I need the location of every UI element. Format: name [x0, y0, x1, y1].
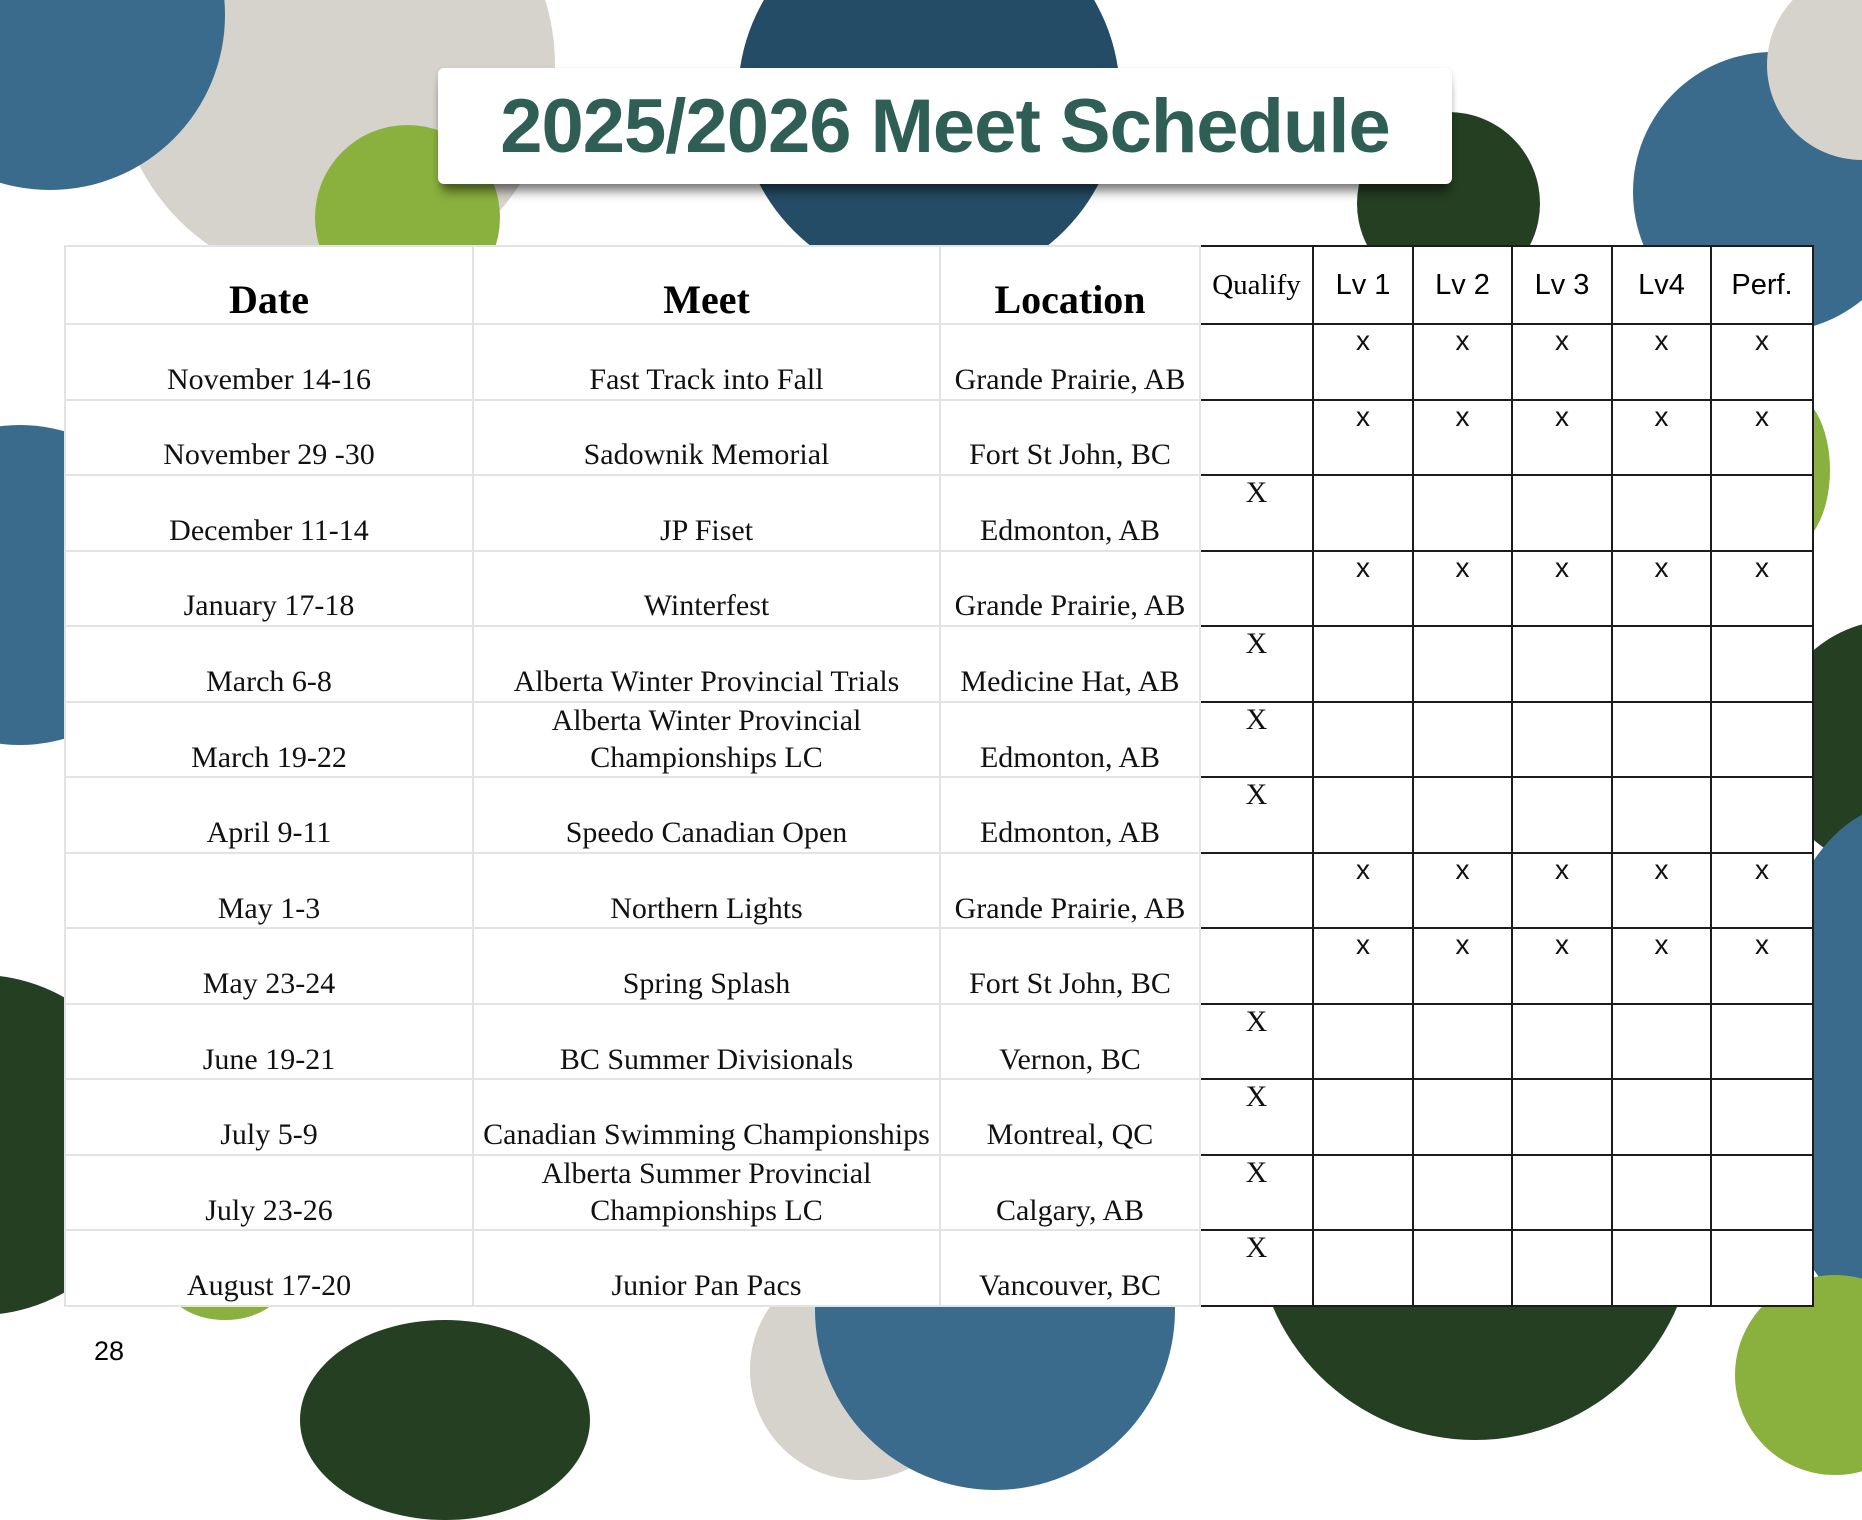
cell-perf	[1711, 1155, 1813, 1231]
table-row	[65, 1230, 1813, 1306]
cell-perf: x	[1711, 400, 1813, 476]
cell-date: June 19-21	[65, 1004, 473, 1080]
cell-lv4	[1612, 1230, 1711, 1306]
cell-date: November 14-16	[65, 324, 473, 400]
header-qualify: Qualify	[1200, 246, 1313, 324]
cell-perf: x	[1711, 324, 1813, 400]
cell-perf	[1711, 475, 1813, 551]
cell-lv4: x	[1612, 853, 1711, 929]
cell-lv4	[1612, 1004, 1711, 1080]
table-row	[65, 853, 1813, 929]
header-date: Date	[65, 246, 473, 324]
cell-perf: x	[1711, 928, 1813, 1004]
cell-perf	[1711, 626, 1813, 702]
cell-lv1	[1313, 1155, 1413, 1231]
meet-schedule-table	[64, 245, 1814, 1307]
cell-lv1	[1313, 475, 1413, 551]
table-row	[65, 1079, 1813, 1155]
cell-lv2: x	[1413, 400, 1512, 476]
cell-lv1	[1313, 777, 1413, 853]
cell-date: July 23-26	[65, 1155, 473, 1231]
decor-circle-forest-bottom	[300, 1320, 590, 1520]
table-row	[65, 702, 1813, 778]
cell-date: May 1-3	[65, 853, 473, 929]
header-location: Location	[940, 246, 1200, 324]
cell-lv3: x	[1512, 400, 1612, 476]
cell-qualify: X	[1200, 1155, 1313, 1231]
cell-perf	[1711, 1079, 1813, 1155]
cell-meet: Fast Track into Fall	[473, 324, 940, 400]
cell-location: Fort St John, BC	[940, 928, 1200, 1004]
table-row	[65, 551, 1813, 627]
cell-meet: Winterfest	[473, 551, 940, 627]
cell-qualify: X	[1200, 702, 1313, 778]
cell-lv1: x	[1313, 400, 1413, 476]
cell-perf	[1711, 1004, 1813, 1080]
cell-location: Edmonton, AB	[940, 475, 1200, 551]
cell-lv2	[1413, 1230, 1512, 1306]
cell-lv3	[1512, 777, 1612, 853]
cell-location: Fort St John, BC	[940, 400, 1200, 476]
cell-lv1	[1313, 702, 1413, 778]
cell-meet: Spring Splash	[473, 928, 940, 1004]
cell-qualify	[1200, 853, 1313, 929]
table-row	[65, 777, 1813, 853]
cell-perf	[1711, 702, 1813, 778]
header-meet: Meet	[473, 246, 940, 324]
cell-lv1: x	[1313, 324, 1413, 400]
cell-lv2	[1413, 626, 1512, 702]
cell-lv2: x	[1413, 324, 1512, 400]
cell-lv3: x	[1512, 928, 1612, 1004]
cell-lv3	[1512, 1155, 1612, 1231]
cell-location: Grande Prairie, AB	[940, 551, 1200, 627]
cell-date: August 17-20	[65, 1230, 473, 1306]
cell-lv4	[1612, 1155, 1711, 1231]
cell-lv2	[1413, 1155, 1512, 1231]
cell-meet: BC Summer Divisionals	[473, 1004, 940, 1080]
cell-qualify	[1200, 928, 1313, 1004]
cell-meet: Speedo Canadian Open	[473, 777, 940, 853]
cell-meet: Northern Lights	[473, 853, 940, 929]
header-lv3: Lv 3	[1512, 246, 1612, 324]
cell-meet: Canadian Swimming Championships	[473, 1079, 940, 1155]
cell-lv4: x	[1612, 324, 1711, 400]
header-perf: Perf.	[1711, 246, 1813, 324]
cell-perf	[1711, 777, 1813, 853]
cell-meet: Junior Pan Pacs	[473, 1230, 940, 1306]
header-lv2: Lv 2	[1413, 246, 1512, 324]
cell-lv1: x	[1313, 551, 1413, 627]
cell-lv1: x	[1313, 928, 1413, 1004]
cell-lv2: x	[1413, 853, 1512, 929]
cell-lv4	[1612, 1079, 1711, 1155]
header-lv1: Lv 1	[1313, 246, 1413, 324]
cell-lv2: x	[1413, 928, 1512, 1004]
page-title: 2025/2026 Meet Schedule	[500, 83, 1390, 169]
cell-location: Edmonton, AB	[940, 702, 1200, 778]
cell-perf: x	[1711, 551, 1813, 627]
table-row	[65, 1004, 1813, 1080]
cell-lv2: x	[1413, 551, 1512, 627]
cell-lv3	[1512, 1230, 1612, 1306]
cell-lv4	[1612, 702, 1711, 778]
cell-location: Vernon, BC	[940, 1004, 1200, 1080]
cell-date: January 17-18	[65, 551, 473, 627]
cell-lv2	[1413, 475, 1512, 551]
cell-date: March 6-8	[65, 626, 473, 702]
table-row	[65, 928, 1813, 1004]
cell-date: July 5-9	[65, 1079, 473, 1155]
cell-meet: JP Fiset	[473, 475, 940, 551]
cell-location: Vancouver, BC	[940, 1230, 1200, 1306]
cell-qualify	[1200, 551, 1313, 627]
cell-location: Montreal, QC	[940, 1079, 1200, 1155]
cell-qualify	[1200, 400, 1313, 476]
cell-lv4	[1612, 777, 1711, 853]
cell-lv1	[1313, 1004, 1413, 1080]
cell-lv1	[1313, 1079, 1413, 1155]
table-row	[65, 1155, 1813, 1231]
cell-lv4	[1612, 475, 1711, 551]
table-row	[65, 626, 1813, 702]
cell-date: April 9-11	[65, 777, 473, 853]
cell-lv1	[1313, 626, 1413, 702]
cell-lv2	[1413, 1079, 1512, 1155]
cell-perf: x	[1711, 853, 1813, 929]
cell-meet: Alberta Winter Provincial Championships LC	[473, 702, 940, 778]
cell-lv2	[1413, 702, 1512, 778]
cell-date: May 23-24	[65, 928, 473, 1004]
table-row	[65, 400, 1813, 476]
cell-lv4: x	[1612, 551, 1711, 627]
header-lv4: Lv4	[1612, 246, 1711, 324]
cell-lv3	[1512, 475, 1612, 551]
cell-qualify: X	[1200, 1079, 1313, 1155]
cell-qualify: X	[1200, 1230, 1313, 1306]
header-row	[65, 246, 1813, 324]
cell-location: Grande Prairie, AB	[940, 324, 1200, 400]
cell-lv1: x	[1313, 853, 1413, 929]
cell-location: Edmonton, AB	[940, 777, 1200, 853]
cell-lv3: x	[1512, 551, 1612, 627]
page-number: 28	[94, 1336, 125, 1366]
cell-lv2	[1413, 1004, 1512, 1080]
cell-meet: Alberta Summer Provincial Championships LC	[473, 1155, 940, 1231]
cell-location: Grande Prairie, AB	[940, 853, 1200, 929]
cell-qualify: X	[1200, 475, 1313, 551]
cell-lv4	[1612, 626, 1711, 702]
cell-meet: Sadownik Memorial	[473, 400, 940, 476]
cell-lv3	[1512, 1004, 1612, 1080]
table-row	[65, 475, 1813, 551]
cell-date: December 11-14	[65, 475, 473, 551]
cell-qualify: X	[1200, 777, 1313, 853]
cell-date: March 19-22	[65, 702, 473, 778]
cell-qualify: X	[1200, 626, 1313, 702]
cell-qualify: X	[1200, 1004, 1313, 1080]
cell-lv4: x	[1612, 400, 1711, 476]
cell-qualify	[1200, 324, 1313, 400]
cell-lv4: x	[1612, 928, 1711, 1004]
cell-perf	[1711, 1230, 1813, 1306]
table-row	[65, 324, 1813, 400]
cell-lv3	[1512, 626, 1612, 702]
cell-lv1	[1313, 1230, 1413, 1306]
cell-lv3	[1512, 702, 1612, 778]
cell-lv3: x	[1512, 853, 1612, 929]
cell-lv3: x	[1512, 324, 1612, 400]
cell-location: Calgary, AB	[940, 1155, 1200, 1231]
cell-lv2	[1413, 777, 1512, 853]
cell-meet: Alberta Winter Provincial Trials	[473, 626, 940, 702]
cell-date: November 29 -30	[65, 400, 473, 476]
title-card	[438, 68, 1452, 184]
cell-location: Medicine Hat, AB	[940, 626, 1200, 702]
cell-lv3	[1512, 1079, 1612, 1155]
